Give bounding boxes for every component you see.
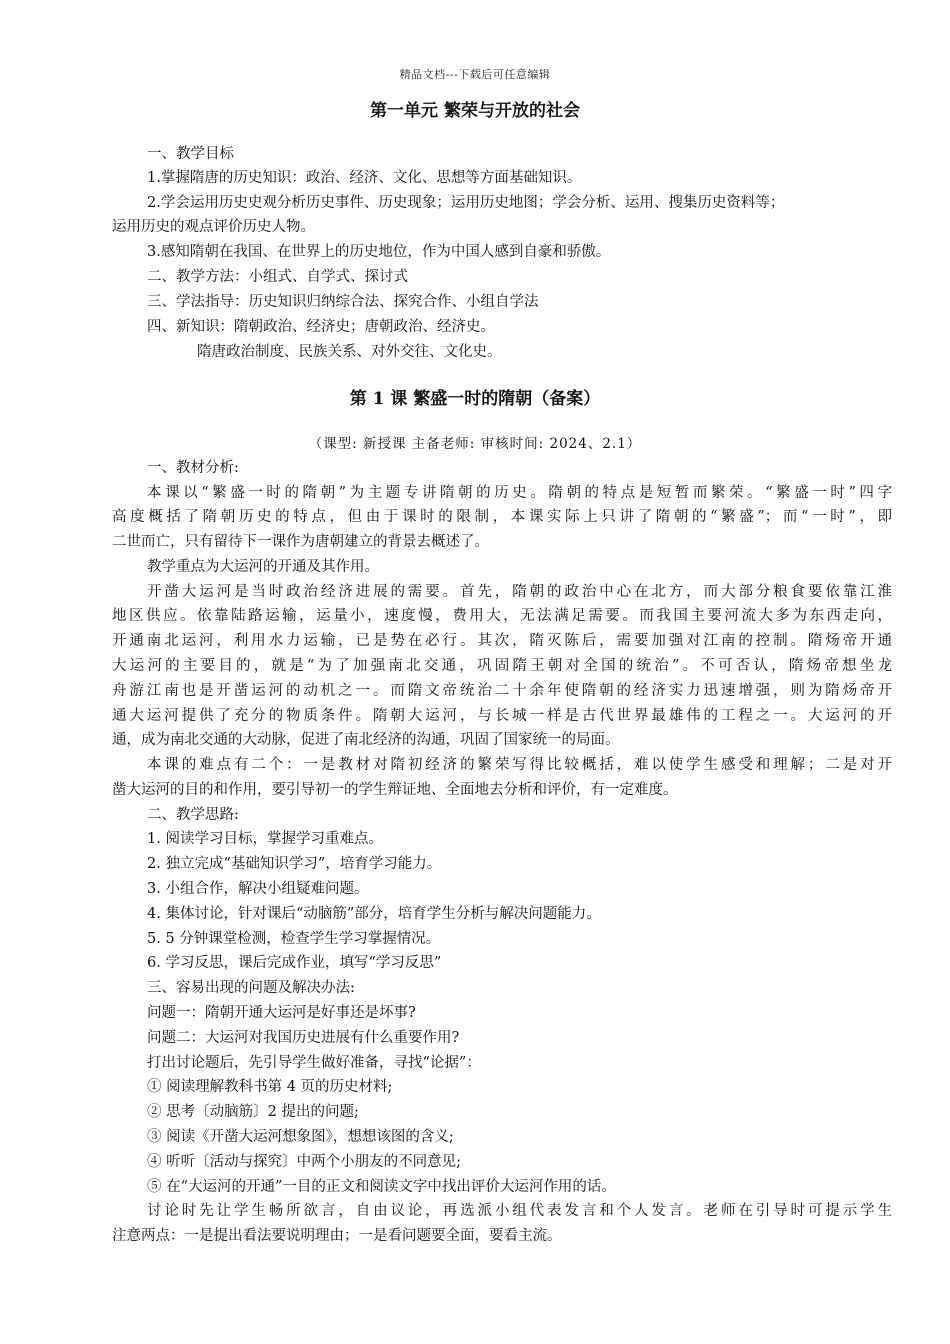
approach-step: 6. 学习反思，课后完成作业，填写“学习反思” bbox=[147, 955, 442, 971]
closing-line: 注意两点：一是提出看法要说明理由；一是看问题要全面，要看主流。 bbox=[112, 1228, 562, 1244]
key-point: 教学重点为大运河的开通及其作用。 bbox=[147, 559, 379, 575]
analysis-p2-line: 舟游江南也是开凿运河的动机之一。而隋文帝统治二十余年使隋朝的经济实力迅速增强，则为隋炀帝开 bbox=[112, 683, 892, 699]
evidence-item: ④ 听听〔活动与探究〕中两个小朋友的不同意见; bbox=[147, 1154, 461, 1170]
analysis-p2-line: 通大运河提供了充分的物质条件。隋朝大运河，与长城一样是古代世界最雄伟的工程之一。大运河的开 bbox=[112, 708, 892, 724]
approach-step: 3. 小组合作，解决小组疑难问题。 bbox=[147, 881, 369, 897]
problem-question: 问题一：隋朝开通大运河是好事还是坏事? bbox=[147, 1005, 416, 1021]
approach-step: 2. 独立完成“基础知识学习”，培育学习能力。 bbox=[147, 856, 442, 872]
lesson-title: 第 1 课 繁盛一时的隋朝（备案） bbox=[349, 389, 601, 409]
evidence-item: ① 阅读理解教科书第 4 页的历史材料; bbox=[147, 1079, 393, 1095]
analysis-p1-line: 二世而亡，只有留待下一课作为唐朝建立的背景去概述了。 bbox=[112, 534, 489, 550]
goal-item-3: 3.感知隋朝在我国、在世界上的历史地位，作为中国人感到自豪和骄傲。 bbox=[147, 244, 611, 260]
analysis-p1-line: 本课以“繁盛一时的隋朝”为主题专讲隋朝的历史。隋朝的特点是短暂而繁荣。“繁盛一时”四字 bbox=[147, 485, 892, 501]
problems-heading: 三、容易出现的问题及解决办法: bbox=[147, 980, 355, 996]
analysis-p2-line: 通，成为南北交通的大动脉，促进了南北经济的沟通，巩固了国家统一的局面。 bbox=[112, 732, 620, 748]
approach-step: 5. 5 分钟课堂检测，检查学生学习掌握情况。 bbox=[147, 931, 441, 947]
evidence-item: ③ 阅读《开凿大运河想象图》，想想该图的含义; bbox=[147, 1129, 454, 1145]
goal-item-2: 2.学会运用历史史观分析历史事件、历史现象；运用历史地图；学会分析、运用、搜集历史资料等； bbox=[147, 195, 785, 211]
problems-intro: 打出讨论题后，先引导学生做好准备，寻找“论据”： bbox=[147, 1055, 481, 1071]
teaching-methods: 二、教学方法：小组式、自学式、探讨式 bbox=[147, 269, 408, 285]
goal-item-2-cont: 运用历史的观点评价历史人物。 bbox=[112, 219, 315, 235]
closing-line: 讨论时先让学生畅所欲言，自由议论，再选派小组代表发言和个人发言。老师在引导时可提示学生 bbox=[147, 1203, 892, 1219]
approach-step: 4. 集体讨论，针对课后“动脑筋”部分，培育学生分析与解决问题能力。 bbox=[147, 906, 601, 922]
approach-step: 1. 阅读学习目标，掌握学习重难点。 bbox=[147, 831, 383, 847]
new-knowledge: 四、新知识：隋朝政治、经济史；唐朝政治、经济史。 bbox=[147, 319, 495, 335]
new-knowledge-cont: 隋唐政治制度、民族关系、对外交往、文化史。 bbox=[197, 344, 502, 360]
analysis-p3-line: 凿大运河的目的和作用，要引导初一的学生辩证地、全面地去分析和评价，有一定难度。 bbox=[112, 782, 678, 798]
goals-heading: 一、教学目标 bbox=[147, 146, 234, 162]
analysis-p2-line: 地区供应。依靠陆路运输，运量小，速度慢，费用大，无法满足需要。而我国主要河流大多为东西走向， bbox=[112, 608, 892, 624]
goal-item-1: 1.掌握隋唐的历史知识：政治、经济、文化、思想等方面基础知识。 bbox=[147, 170, 582, 186]
analysis-p2-line: 开凿大运河是当时政治经济进展的需要。首先，隋朝的政治中心在北方，而大部分粮食要依靠江淮 bbox=[147, 584, 892, 600]
analysis-p2-line: 开通南北运河，利用水力运输，已是势在必行。其次，隋灭陈后，需要加强对江南的控制。隋炀帝开通 bbox=[112, 633, 892, 649]
header-note: 精品文档---下载后可任意编辑 bbox=[399, 68, 551, 81]
unit-title: 第一单元 繁荣与开放的社会 bbox=[370, 101, 580, 121]
analysis-p1-line: 高度概括了隋朝历史的特点，但由于课时的限制，本课实际上只讲了隋朝的“繁盛”；而“一时”，即 bbox=[112, 509, 892, 525]
evidence-item: ② 思考〔动脑筋〕2 提出的问题; bbox=[147, 1104, 359, 1120]
study-guide: 三、学法指导：历史知识归纳综合法、探究合作、小组自学法 bbox=[147, 294, 539, 310]
lesson-meta: （课型: 新授课 主备老师: 审核时间: 2024、2.1） bbox=[308, 436, 642, 452]
approach-heading: 二、教学思路: bbox=[147, 807, 239, 823]
analysis-p3-line: 本课的难点有二个：一是教材对隋初经济的繁荣写得比较概括，难以使学生感受和理解；二是对开 bbox=[147, 757, 892, 773]
analysis-heading: 一、教材分析: bbox=[147, 460, 239, 476]
analysis-p2-line: 大运河的主要目的，就是“为了加强南北交通，巩固隋王朝对全国的统治”。不可否认，隋炀帝想坐龙 bbox=[112, 658, 892, 674]
evidence-item: ⑤ 在“大运河的开通”一目的正文和阅读文字中找出评价大运河作用的话。 bbox=[147, 1179, 616, 1195]
problem-question: 问题二：大运河对我国历史进展有什么重要作用? bbox=[147, 1030, 460, 1046]
